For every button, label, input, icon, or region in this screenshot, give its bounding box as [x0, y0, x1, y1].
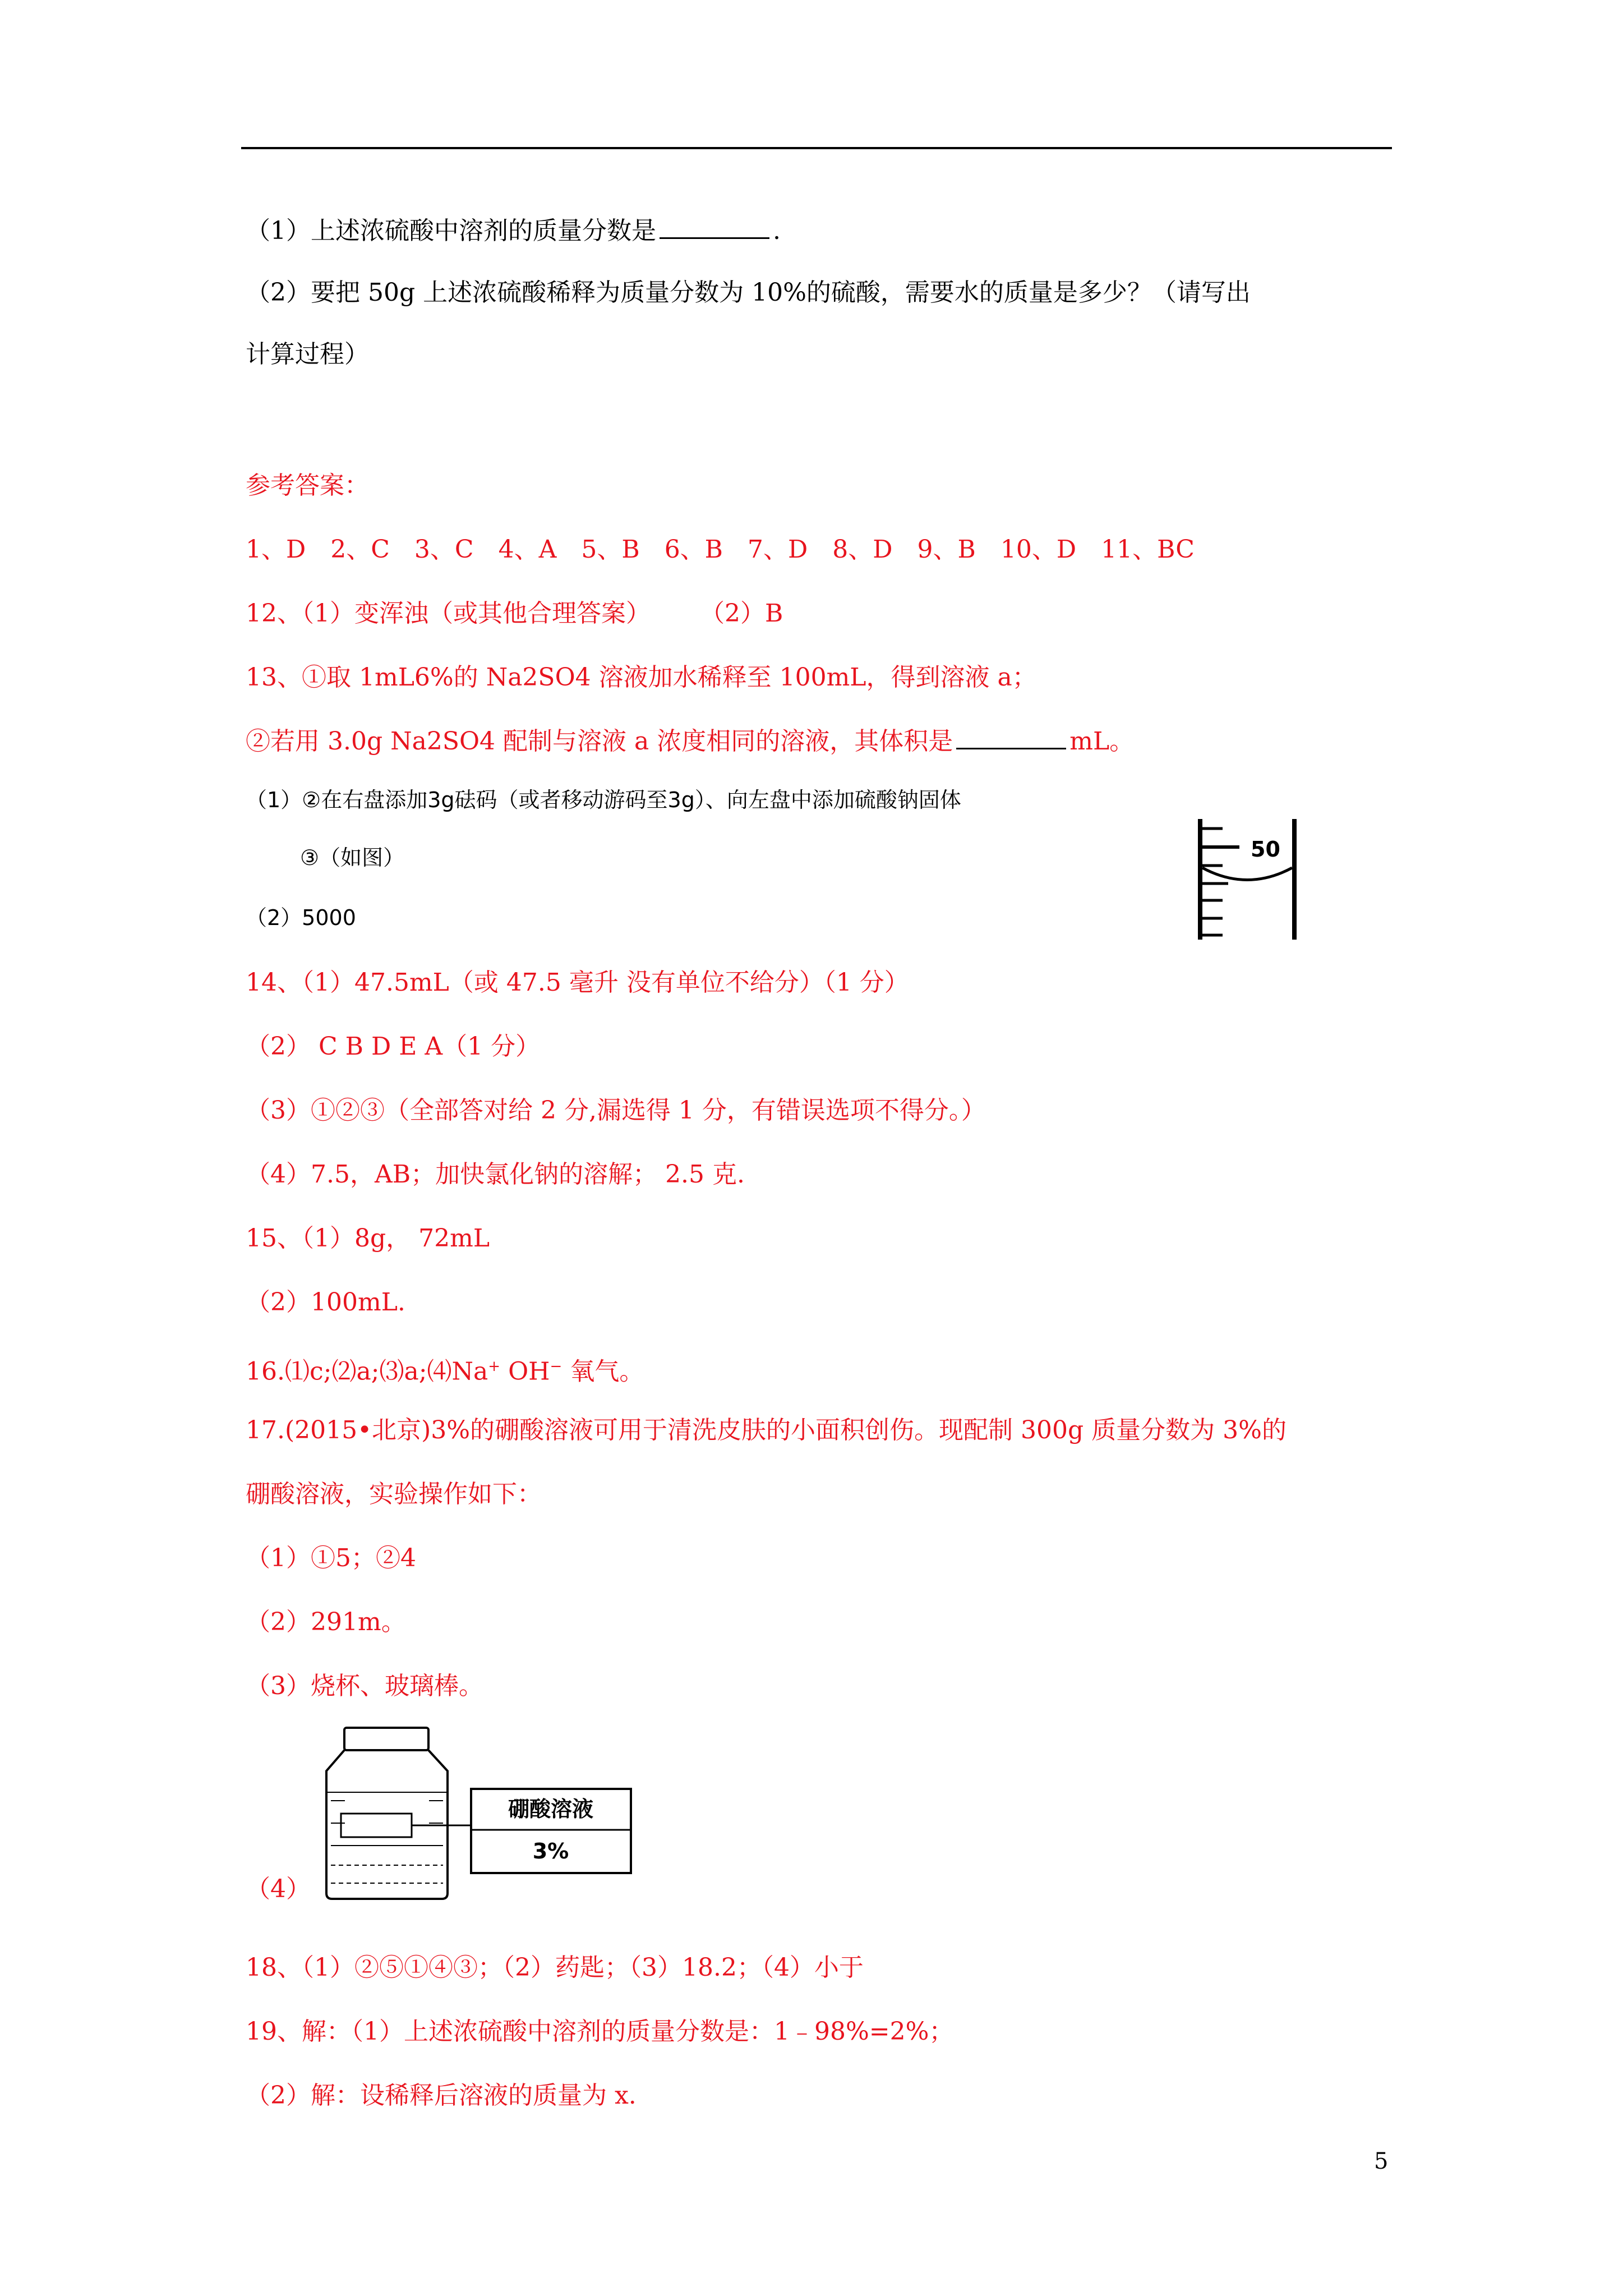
- answer-blank: [660, 215, 769, 239]
- answer-14-3: （3）①②③（全部答对给 2 分,漏选得 1 分，有错误选项不得分。）: [246, 1096, 986, 1125]
- graduated-cylinder-icon: [1195, 816, 1301, 942]
- question-19-part-1: （1）上述浓硫酸中溶剂的质量分数是 .: [246, 214, 781, 248]
- image-13-line-2: ③（如图）: [300, 845, 405, 870]
- image-13-line-3: （2）5000: [246, 905, 356, 930]
- question-19-part-2-cont: 计算过程）: [246, 340, 369, 369]
- answer-19-2: （2）解：设稀释后溶液的质量为 x.: [246, 2081, 637, 2110]
- bottle-label-name: 硼酸溶液: [508, 1797, 594, 1821]
- answer-13b: ②若用 3.0g Na2SO4 配制与溶液 a 浓度相同的溶液，其体积是 mL。: [246, 725, 1134, 758]
- image-13-line-1: （1）②在右盘添加3g砝码（或者移动游码至3g）、向左盘中添加硫酸钠固体: [246, 788, 961, 812]
- answer-17-3: （3）烧杯、玻璃棒。: [246, 1672, 483, 1700]
- answer-line-1-11: 1、D 2、C 3、C 4、A 5、B 6、B 7、D 8、D 9、B 10、D 11、BC: [246, 535, 1195, 564]
- answer-13a: 13、①取 1mL6%的 Na2SO4 溶液加水稀释至 100mL，得到溶液 a；: [246, 663, 1037, 692]
- answer-14-4: （4）7.5，AB；加快氯化钠的溶解； 2.5 克.: [246, 1160, 745, 1189]
- answer-blank: [956, 725, 1066, 749]
- answer-12: 12、（1）变浑浊（或其他合理答案） （2）B: [246, 599, 783, 628]
- answer-17-stem-cont: 硼酸溶液，实验操作如下：: [246, 1480, 542, 1508]
- answer-17-2: （2）291m。: [246, 1608, 406, 1636]
- answer-19-1: 19、解：（1）上述浓硫酸中溶剂的质量分数是：1﹣98%=2%；: [246, 2017, 954, 2046]
- answer-16: 16.⑴c;⑵a;⑶a;⑷Na+ OH− 氧气。: [246, 1357, 644, 1386]
- page-number: 5: [1374, 2148, 1389, 2174]
- header-rule: [241, 147, 1392, 149]
- bottle-label-percent: 3%: [532, 1839, 569, 1864]
- answer-17-4: （4）: [246, 1875, 311, 1903]
- answer-17-stem: 17.(2015•北京)3%的硼酸溶液可用于清洗皮肤的小面积创伤。现配制 300g 质量分数为 3%的: [246, 1416, 1287, 1444]
- answer-17-1: （1）①5；②4: [246, 1544, 416, 1572]
- answer-18: 18、（1）②⑤①④③；（2）药匙；（3）18.2；（4）小于: [246, 1953, 864, 1982]
- reagent-bottle-icon: [314, 1725, 637, 1904]
- answers-heading: 参考答案：: [246, 471, 369, 500]
- cylinder-scale-label: 50: [1251, 837, 1280, 862]
- question-19-part-2: （2）要把 50g 上述浓硫酸稀释为质量分数为 10%的硫酸，需要水的质量是多少？（请写出: [246, 278, 1251, 307]
- answer-14-1: 14、（1）47.5mL（或 47.5 毫升 没有单位不给分）（1 分）: [246, 968, 909, 997]
- answer-15-2: （2）100mL.: [246, 1288, 405, 1317]
- answer-14-2: （2） C B D E A（1 分）: [246, 1032, 541, 1061]
- answer-15-1: 15、（1）8g， 72mL: [246, 1224, 490, 1253]
